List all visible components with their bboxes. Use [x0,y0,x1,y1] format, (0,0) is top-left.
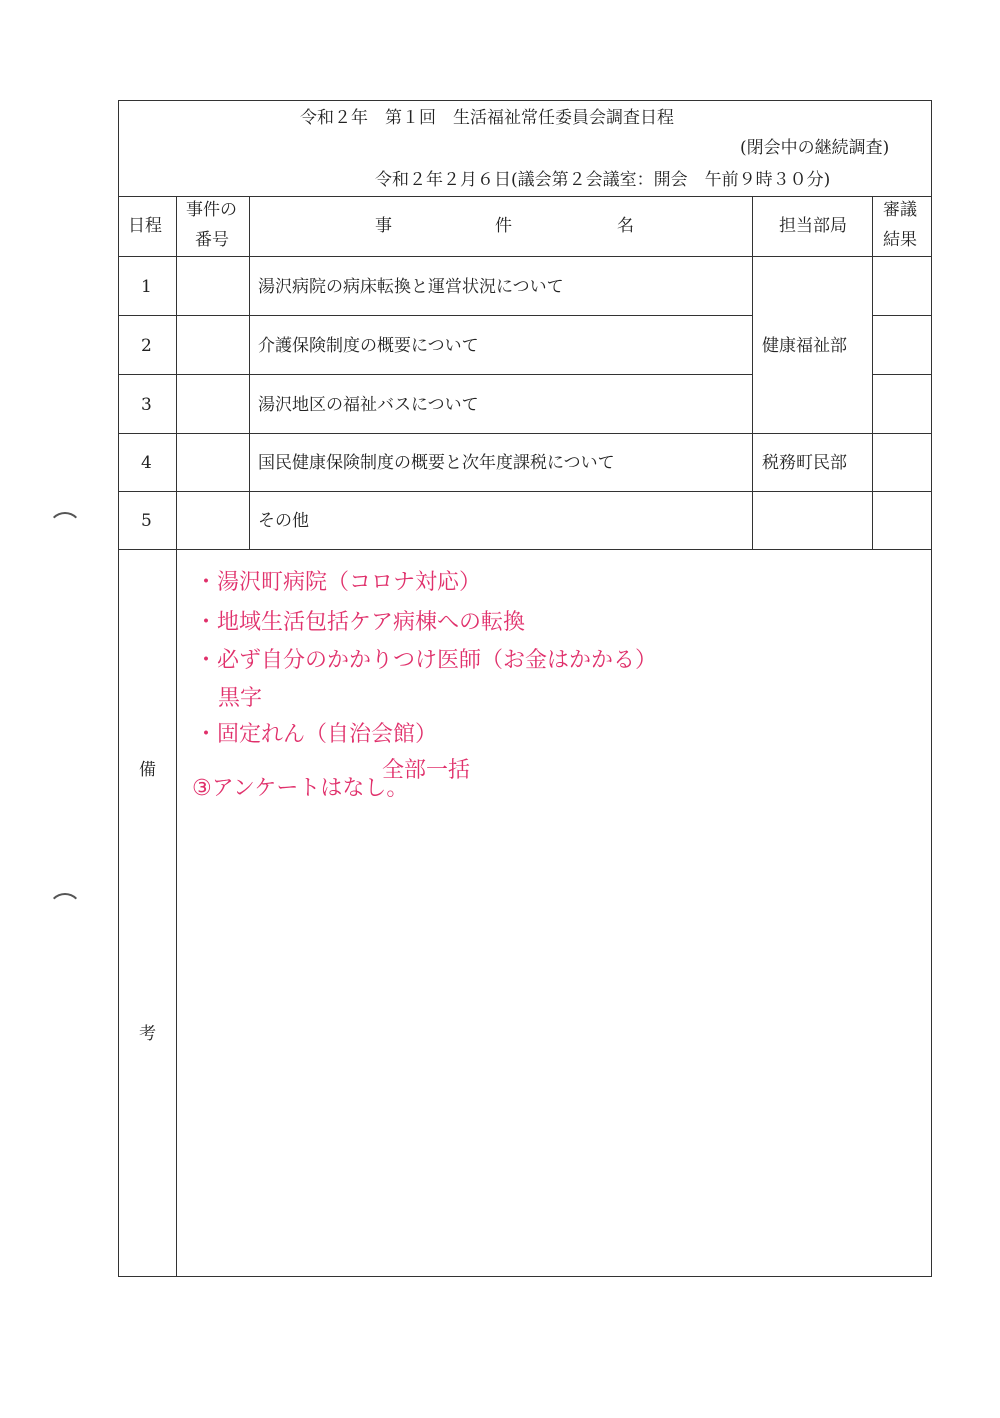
col-caseno-divider [249,196,250,549]
col-header-name-3: 名 [617,216,634,236]
handwritten-note-3: ・必ず自分のかかりつけ医師（お金はかかる） [195,648,658,673]
col-header-name-2: 件 [495,216,512,236]
remarks-label-1: 備 [139,760,156,780]
column-header-line [118,256,932,257]
form-subtitle: (閉会中の継続調査) [740,138,890,158]
handwritten-note-4: 黒字 [218,686,263,711]
col-dept-divider [872,196,873,549]
col-name-divider [752,196,753,549]
row-4-line [118,491,932,492]
row-2-number: 2 [141,336,152,356]
col-header-result-2: 結果 [883,230,917,250]
col-schedule-divider [176,196,177,1277]
row-1-number: 1 [141,277,152,297]
department-health-welfare: 健康福祉部 [762,336,847,356]
row-2-name: 介護保険制度の概要について [258,336,479,356]
col-header-name-1: 事 [375,216,392,236]
remarks-label-2: 考 [139,1024,156,1044]
row-1-result-line [872,315,932,316]
handwritten-note-7: ③アンケートはなし。 [192,776,409,801]
col-header-result-1: 審議 [883,200,917,220]
form-date-line: 令和２年２月６日(議会第２会議室：開会 午前９時３０分) [375,170,831,190]
row-4-number: 4 [141,453,152,473]
punch-hole-top [48,512,82,546]
row-5-name: その他 [258,511,309,531]
row-3-number: 3 [141,395,152,415]
punch-hole-bottom [48,893,82,927]
row-4-name: 国民健康保険制度の概要と次年度課税について [258,453,615,473]
row-3-name: 湯沢地区の福祉バスについて [258,395,479,415]
department-tax-residents: 税務町民部 [762,453,847,473]
row-1-name: 湯沢病院の病床転換と運営状況について [258,277,564,297]
col-header-caseno-2: 番号 [195,230,229,250]
handwritten-note-2: ・地域生活包括ケア病棟への転換 [195,610,526,635]
handwritten-note-6: 全部一括 [382,758,471,783]
row-2-line [118,374,752,375]
handwritten-note-1: ・湯沢町病院（コロナ対応） [195,570,482,595]
col-header-department: 担当部局 [779,216,847,236]
row-3-line [118,433,932,434]
row-5-line [118,549,932,550]
row-5-number: 5 [141,511,152,531]
col-header-schedule: 日程 [128,216,162,236]
header-bottom-line [118,196,932,197]
row-2-result-line [872,374,932,375]
col-header-caseno-1: 事件の [186,200,237,220]
form-title: 令和２年 第１回 生活福祉常任委員会調査日程 [300,108,674,128]
handwritten-note-5: ・固定れん（自治会館） [195,722,438,747]
row-1-line [118,315,752,316]
